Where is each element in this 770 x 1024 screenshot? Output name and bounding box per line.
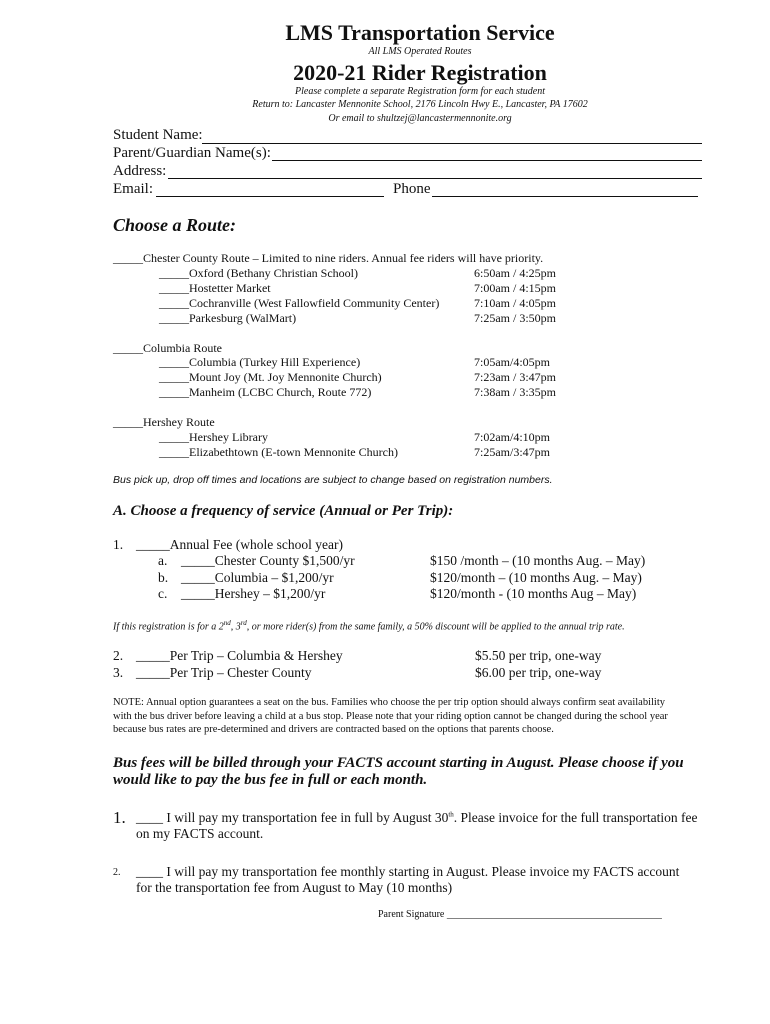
annual-suboption[interactable]: _____Hershey – $1,200/yr <box>181 586 326 601</box>
email-field[interactable] <box>156 196 384 197</box>
annual-letter: c. <box>158 586 168 601</box>
chester-stop-name[interactable]: _____Parkesburg (WalMart) <box>159 311 297 325</box>
chester-stop-time: 6:50am / 4:25pm <box>474 266 556 280</box>
columbia-stop-time: 7:05am/4:05pm <box>474 355 550 369</box>
note-line-1: NOTE: Annual option guarantees a seat on the bus. Families who choose the per trip option should always confirm seat availability <box>113 697 666 708</box>
parent-name-field[interactable] <box>272 160 702 161</box>
hershey-stop-name[interactable]: _____Hershey Library <box>159 430 268 444</box>
student-name-field[interactable] <box>202 143 702 144</box>
billing-heading-line-1: Bus fees will be billed through your FACTS account starting in August. Please choose if you <box>113 755 684 771</box>
student-name-label: Student Name: <box>113 127 203 143</box>
columbia-stop-name[interactable]: _____Manheim (LCBC Church, Route 772) <box>159 385 372 399</box>
annual-monthly-price: $120/month - (10 months Aug – May) <box>430 586 637 601</box>
address-label: Address: <box>113 163 167 179</box>
annual-suboption[interactable]: _____Columbia – $1,200/yr <box>181 570 334 585</box>
hershey-stop-time: 7:02am/4:10pm <box>474 430 550 444</box>
columbia-stop-time: 7:38am / 3:35pm <box>474 385 556 399</box>
annual-monthly-price: $150 /month – (10 months Aug. – May) <box>430 553 646 568</box>
hershey-route-option[interactable]: _____Hershey Route <box>113 415 215 429</box>
address-field[interactable] <box>168 178 702 179</box>
parent-name-label: Parent/Guardian Name(s): <box>113 145 271 161</box>
columbia-route-option[interactable]: _____Columbia Route <box>113 341 222 355</box>
annual-monthly-price: $120/month – (10 months Aug. – May) <box>430 570 642 585</box>
chester-stop-name[interactable]: _____Oxford (Bethany Christian School) <box>159 266 358 280</box>
annual-letter: a. <box>158 553 168 568</box>
per-trip-price: $6.00 per trip, one-way <box>475 665 602 680</box>
route-heading: Choose a Route: <box>113 215 237 235</box>
sibling-discount-note: If this registration is for a 2nd, 3rd, or more rider(s) from the same family, a 50% discount will be applied to the annual trip rate. <box>113 619 625 633</box>
annual-number: 1. <box>113 537 124 552</box>
phone-field[interactable] <box>432 196 698 197</box>
annual-suboption[interactable]: _____Chester County $1,500/yr <box>181 553 355 568</box>
instruction-line-1: Please complete a separate Registration form for each student <box>295 86 545 97</box>
phone-label: Phone <box>393 181 431 197</box>
email-label: Email: <box>113 181 153 197</box>
chester-stop-name[interactable]: _____Cochranville (West Fallowfield Community Center) <box>159 296 440 310</box>
columbia-stop-time: 7:23am / 3:47pm <box>474 370 556 384</box>
per-trip-option[interactable]: _____Per Trip – Chester County <box>136 665 312 680</box>
billing-heading-line-2: would like to pay the bus fee in full or each month. <box>113 772 428 788</box>
chester-route-option[interactable]: _____Chester County Route – Limited to nine riders. Annual fee riders will have priority. <box>113 251 544 265</box>
billing-option-full[interactable]: ____ I will pay my transportation fee in full by August 30th. Please invoice for the full transportation fee <box>136 810 698 825</box>
frequency-heading: A. Choose a frequency of service (Annual or Per Trip): <box>113 503 454 519</box>
schedule-disclaimer: Bus pick up, drop off times and locations are subject to change based on registration numbers. <box>113 474 553 486</box>
hershey-stop-name[interactable]: _____Elizabethtown (E-town Mennonite Church) <box>159 445 398 459</box>
annual-fee-option[interactable]: _____Annual Fee (whole school year) <box>136 537 343 552</box>
columbia-stop-name[interactable]: _____Columbia (Turkey Hill Experience) <box>159 355 361 369</box>
form-title: 2020-21 Rider Registration <box>293 60 547 85</box>
hershey-stop-time: 7:25am/3:47pm <box>474 445 550 459</box>
chester-stop-time: 7:10am / 4:05pm <box>474 296 556 310</box>
subtitle: All LMS Operated Routes <box>368 46 472 57</box>
columbia-stop-name[interactable]: _____Mount Joy (Mt. Joy Mennonite Church) <box>159 370 382 384</box>
parent-signature-field[interactable]: Parent Signature ___________________________________________ <box>378 909 662 920</box>
billing-option-monthly-line-2: for the transportation fee from August to May (10 months) <box>136 880 453 895</box>
billing-option-1-number: 1. <box>113 808 126 827</box>
instruction-line-2: Return to: Lancaster Mennonite School, 2176 Lincoln Hwy E., Lancaster, PA 17602 <box>252 99 588 110</box>
instruction-line-3: Or email to shultzej@lancastermennonite.org <box>328 113 512 124</box>
note-line-3: because bus rates are pre-determined and drivers are contracted based on the options that parents choose. <box>113 724 554 735</box>
page-title: LMS Transportation Service <box>285 20 555 45</box>
annual-letter: b. <box>158 570 169 585</box>
chester-stop-name[interactable]: _____Hostetter Market <box>159 281 271 295</box>
per-trip-price: $5.50 per trip, one-way <box>475 648 602 663</box>
per-trip-option[interactable]: _____Per Trip – Columbia & Hershey <box>136 648 343 663</box>
note-line-2: with the bus driver before leaving a child at a bus stop. Please note that your riding option cannot be changed during the school year <box>113 711 668 722</box>
per-trip-number: 2. <box>113 648 124 663</box>
per-trip-number: 3. <box>113 665 124 680</box>
billing-option-full-line-2: on my FACTS account. <box>136 826 264 841</box>
billing-option-monthly[interactable]: ____ I will pay my transportation fee monthly starting in August. Please invoice my FACTS account <box>136 864 680 879</box>
chester-stop-time: 7:25am / 3:50pm <box>474 311 556 325</box>
chester-stop-time: 7:00am / 4:15pm <box>474 281 556 295</box>
billing-option-2-number: 2. <box>113 867 121 878</box>
